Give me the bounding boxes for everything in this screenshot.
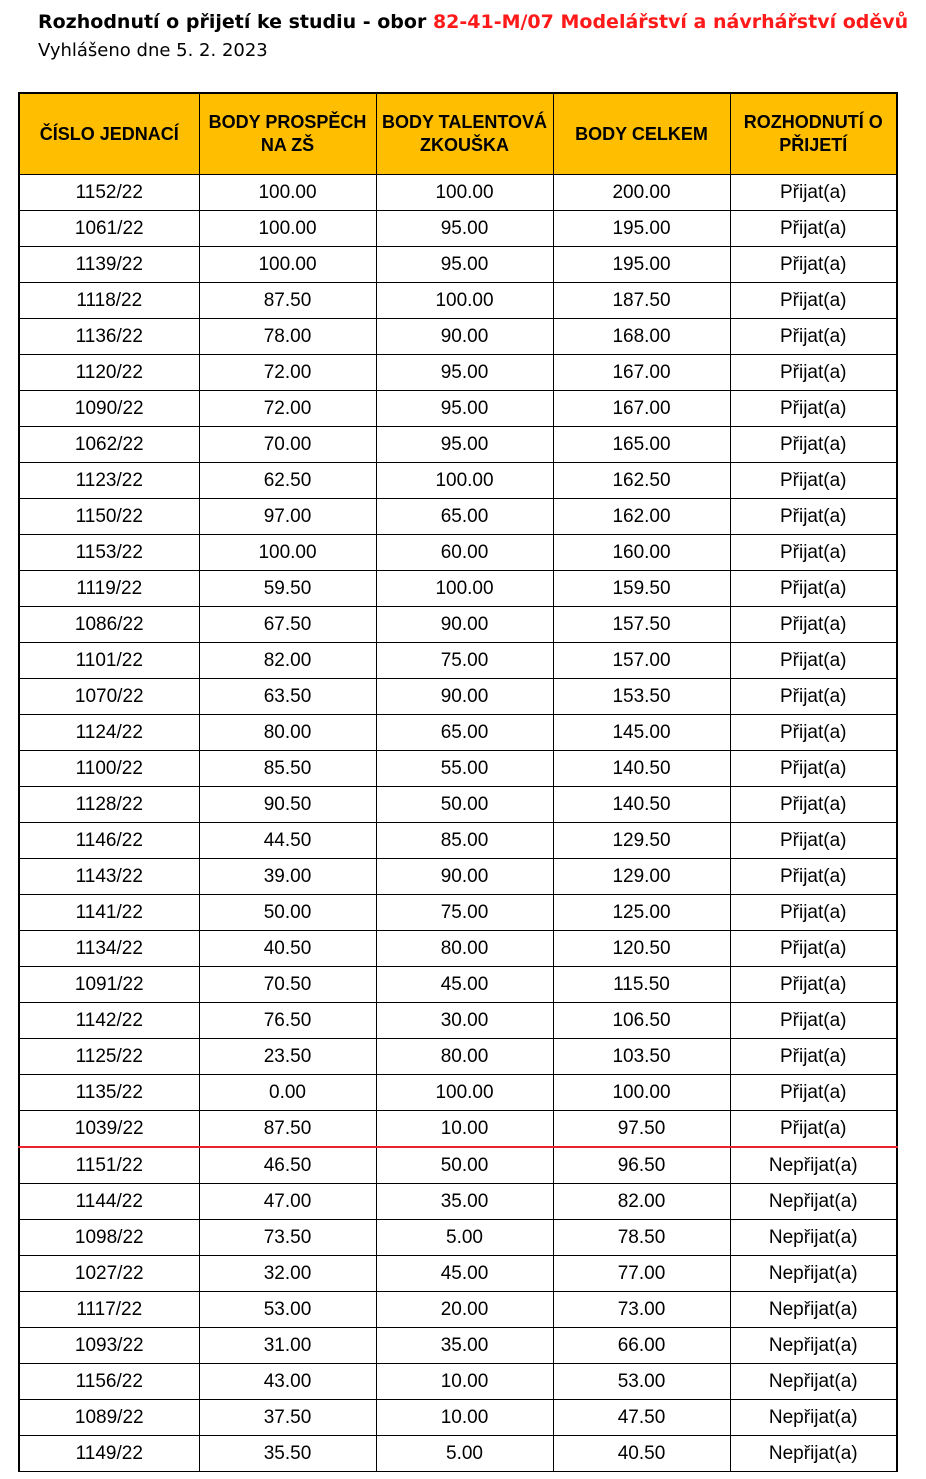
reference-number-cell: 1128/22 [19, 787, 199, 823]
decision-cell: Přijat(a) [730, 571, 897, 607]
total-points-cell: 100.00 [553, 1075, 730, 1111]
total-points-cell: 167.00 [553, 355, 730, 391]
school-points-cell: 47.00 [199, 1184, 376, 1220]
total-points-cell: 187.50 [553, 283, 730, 319]
school-points-cell: 62.50 [199, 463, 376, 499]
decision-cell: Přijat(a) [730, 247, 897, 283]
reference-number-cell: 1125/22 [19, 1039, 199, 1075]
school-points-cell: 97.00 [199, 499, 376, 535]
table-row [19, 967, 897, 1003]
total-points-cell: 162.50 [553, 463, 730, 499]
total-points-cell: 165.00 [553, 427, 730, 463]
decision-cell: Přijat(a) [730, 679, 897, 715]
decision-cell: Přijat(a) [730, 967, 897, 1003]
table-row [19, 1220, 897, 1256]
school-points-cell: 90.50 [199, 787, 376, 823]
total-points-cell: 103.50 [553, 1039, 730, 1075]
reference-number-cell: 1100/22 [19, 751, 199, 787]
decision-cell: Nepřijat(a) [730, 1184, 897, 1220]
reference-number-cell: 1123/22 [19, 463, 199, 499]
table-row [19, 1075, 897, 1111]
reference-number-cell: 1149/22 [19, 1436, 199, 1472]
school-points-cell: 35.50 [199, 1436, 376, 1472]
school-points-cell: 80.00 [199, 715, 376, 751]
reference-number-cell: 1093/22 [19, 1328, 199, 1364]
school-points-cell: 100.00 [199, 247, 376, 283]
decision-cell: Přijat(a) [730, 535, 897, 571]
talent-exam-points-cell: 35.00 [376, 1328, 553, 1364]
total-points-cell: 47.50 [553, 1400, 730, 1436]
talent-exam-points-cell: 5.00 [376, 1436, 553, 1472]
total-points-cell: 77.00 [553, 1256, 730, 1292]
school-points-cell: 50.00 [199, 895, 376, 931]
decision-cell: Přijat(a) [730, 1075, 897, 1111]
school-points-cell: 44.50 [199, 823, 376, 859]
decision-cell: Přijat(a) [730, 283, 897, 319]
document-title [38, 8, 908, 36]
title-prefix: Rozhodnutí o přijetí ke studiu - obor [38, 11, 433, 33]
total-points-cell: 125.00 [553, 895, 730, 931]
school-points-cell: 72.00 [199, 355, 376, 391]
table-row [19, 463, 897, 499]
column-header-talent-exam-points: BODY TALENTOVÁ ZKOUŠKA [376, 93, 553, 175]
table-row [19, 283, 897, 319]
reference-number-cell: 1120/22 [19, 355, 199, 391]
table-row [19, 535, 897, 571]
table-row [19, 1400, 897, 1436]
talent-exam-points-cell: 95.00 [376, 247, 553, 283]
total-points-cell: 162.00 [553, 499, 730, 535]
reference-number-cell: 1141/22 [19, 895, 199, 931]
decision-cell: Přijat(a) [730, 463, 897, 499]
school-points-cell: 72.00 [199, 391, 376, 427]
table-row [19, 679, 897, 715]
reference-number-cell: 1101/22 [19, 643, 199, 679]
reference-number-cell: 1136/22 [19, 319, 199, 355]
talent-exam-points-cell: 75.00 [376, 895, 553, 931]
school-points-cell: 76.50 [199, 1003, 376, 1039]
total-points-cell: 53.00 [553, 1364, 730, 1400]
talent-exam-points-cell: 100.00 [376, 1075, 553, 1111]
talent-exam-points-cell: 50.00 [376, 1147, 553, 1184]
total-points-cell: 40.50 [553, 1436, 730, 1472]
reference-number-cell: 1153/22 [19, 535, 199, 571]
talent-exam-points-cell: 30.00 [376, 1003, 553, 1039]
reference-number-cell: 1090/22 [19, 391, 199, 427]
total-points-cell: 153.50 [553, 679, 730, 715]
table-row [19, 607, 897, 643]
reference-number-cell: 1124/22 [19, 715, 199, 751]
table-row [19, 1436, 897, 1472]
reference-number-cell: 1151/22 [19, 1147, 199, 1184]
talent-exam-points-cell: 80.00 [376, 1039, 553, 1075]
total-points-cell: 200.00 [553, 175, 730, 211]
total-points-cell: 78.50 [553, 1220, 730, 1256]
school-points-cell: 100.00 [199, 175, 376, 211]
table-row [19, 1292, 897, 1328]
table-row [19, 355, 897, 391]
total-points-cell: 195.00 [553, 211, 730, 247]
total-points-cell: 82.00 [553, 1184, 730, 1220]
talent-exam-points-cell: 10.00 [376, 1111, 553, 1148]
talent-exam-points-cell: 20.00 [376, 1292, 553, 1328]
table-body [19, 175, 897, 1472]
school-points-cell: 31.00 [199, 1328, 376, 1364]
total-points-cell: 73.00 [553, 1292, 730, 1328]
school-points-cell: 23.50 [199, 1039, 376, 1075]
reference-number-cell: 1135/22 [19, 1075, 199, 1111]
total-points-cell: 97.50 [553, 1111, 730, 1148]
talent-exam-points-cell: 45.00 [376, 1256, 553, 1292]
total-points-cell: 96.50 [553, 1147, 730, 1184]
reference-number-cell: 1152/22 [19, 175, 199, 211]
decision-cell: Nepřijat(a) [730, 1220, 897, 1256]
decision-cell: Přijat(a) [730, 499, 897, 535]
column-header-admission-decision: ROZHODNUTÍ O PŘIJETÍ [730, 93, 897, 175]
table-row [19, 823, 897, 859]
talent-exam-points-cell: 5.00 [376, 1220, 553, 1256]
table-row [19, 1039, 897, 1075]
reference-number-cell: 1091/22 [19, 967, 199, 1003]
reference-number-cell: 1139/22 [19, 247, 199, 283]
decision-cell: Přijat(a) [730, 427, 897, 463]
reference-number-cell: 1146/22 [19, 823, 199, 859]
decision-cell: Přijat(a) [730, 787, 897, 823]
school-points-cell: 63.50 [199, 679, 376, 715]
school-points-cell: 39.00 [199, 859, 376, 895]
decision-cell: Přijat(a) [730, 355, 897, 391]
table-row [19, 211, 897, 247]
table-row [19, 247, 897, 283]
reference-number-cell: 1156/22 [19, 1364, 199, 1400]
decision-cell: Přijat(a) [730, 607, 897, 643]
school-points-cell: 70.00 [199, 427, 376, 463]
school-points-cell: 100.00 [199, 535, 376, 571]
decision-cell: Přijat(a) [730, 895, 897, 931]
table-row [19, 1364, 897, 1400]
total-points-cell: 115.50 [553, 967, 730, 1003]
talent-exam-points-cell: 85.00 [376, 823, 553, 859]
decision-cell: Přijat(a) [730, 643, 897, 679]
admission-results-table [18, 92, 898, 1472]
talent-exam-points-cell: 100.00 [376, 463, 553, 499]
total-points-cell: 66.00 [553, 1328, 730, 1364]
column-header-school-points: BODY PROSPĚCH NA ZŠ [199, 93, 376, 175]
reference-number-cell: 1039/22 [19, 1111, 199, 1148]
table-row [19, 175, 897, 211]
decision-cell: Nepřijat(a) [730, 1436, 897, 1472]
reference-number-cell: 1144/22 [19, 1184, 199, 1220]
school-points-cell: 0.00 [199, 1075, 376, 1111]
talent-exam-points-cell: 95.00 [376, 355, 553, 391]
decision-cell: Přijat(a) [730, 823, 897, 859]
table-row [19, 643, 897, 679]
talent-exam-points-cell: 50.00 [376, 787, 553, 823]
talent-exam-points-cell: 95.00 [376, 427, 553, 463]
decision-cell: Nepřijat(a) [730, 1400, 897, 1436]
table-row [19, 1256, 897, 1292]
school-points-cell: 100.00 [199, 211, 376, 247]
reference-number-cell: 1119/22 [19, 571, 199, 607]
decision-cell: Přijat(a) [730, 751, 897, 787]
talent-exam-points-cell: 90.00 [376, 607, 553, 643]
school-points-cell: 37.50 [199, 1400, 376, 1436]
school-points-cell: 73.50 [199, 1220, 376, 1256]
school-points-cell: 32.00 [199, 1256, 376, 1292]
column-header-total-points: BODY CELKEM [553, 93, 730, 175]
table-header-row [19, 93, 897, 175]
total-points-cell: 159.50 [553, 571, 730, 607]
total-points-cell: 120.50 [553, 931, 730, 967]
document-header [38, 8, 908, 66]
table-row [19, 319, 897, 355]
school-points-cell: 82.00 [199, 643, 376, 679]
decision-cell: Přijat(a) [730, 391, 897, 427]
table-row [19, 787, 897, 823]
decision-cell: Přijat(a) [730, 1003, 897, 1039]
table-row [19, 751, 897, 787]
talent-exam-points-cell: 95.00 [376, 391, 553, 427]
column-header-reference-number: ČÍSLO JEDNACÍ [19, 93, 199, 175]
reference-number-cell: 1089/22 [19, 1400, 199, 1436]
talent-exam-points-cell: 60.00 [376, 535, 553, 571]
total-points-cell: 157.00 [553, 643, 730, 679]
decision-cell: Přijat(a) [730, 1039, 897, 1075]
talent-exam-points-cell: 65.00 [376, 499, 553, 535]
table-row [19, 1147, 897, 1184]
reference-number-cell: 1150/22 [19, 499, 199, 535]
talent-exam-points-cell: 90.00 [376, 679, 553, 715]
reference-number-cell: 1070/22 [19, 679, 199, 715]
decision-cell: Nepřijat(a) [730, 1256, 897, 1292]
table-row [19, 391, 897, 427]
total-points-cell: 168.00 [553, 319, 730, 355]
reference-number-cell: 1134/22 [19, 931, 199, 967]
reference-number-cell: 1061/22 [19, 211, 199, 247]
decision-cell: Přijat(a) [730, 211, 897, 247]
talent-exam-points-cell: 10.00 [376, 1364, 553, 1400]
talent-exam-points-cell: 75.00 [376, 643, 553, 679]
total-points-cell: 167.00 [553, 391, 730, 427]
field-of-study: 82-41-M/07 Modelářství a návrhářství oděvů [432, 11, 909, 33]
decision-cell: Nepřijat(a) [730, 1292, 897, 1328]
reference-number-cell: 1142/22 [19, 1003, 199, 1039]
talent-exam-points-cell: 65.00 [376, 715, 553, 751]
school-points-cell: 53.00 [199, 1292, 376, 1328]
table-row [19, 1328, 897, 1364]
table-row [19, 931, 897, 967]
total-points-cell: 160.00 [553, 535, 730, 571]
talent-exam-points-cell: 95.00 [376, 211, 553, 247]
decision-cell: Nepřijat(a) [730, 1364, 897, 1400]
talent-exam-points-cell: 55.00 [376, 751, 553, 787]
table-row [19, 499, 897, 535]
school-points-cell: 46.50 [199, 1147, 376, 1184]
decision-cell: Přijat(a) [730, 319, 897, 355]
school-points-cell: 85.50 [199, 751, 376, 787]
total-points-cell: 140.50 [553, 787, 730, 823]
school-points-cell: 59.50 [199, 571, 376, 607]
decision-cell: Nepřijat(a) [730, 1147, 897, 1184]
table-row [19, 1111, 897, 1148]
school-points-cell: 87.50 [199, 283, 376, 319]
talent-exam-points-cell: 90.00 [376, 319, 553, 355]
talent-exam-points-cell: 90.00 [376, 859, 553, 895]
reference-number-cell: 1117/22 [19, 1292, 199, 1328]
total-points-cell: 129.50 [553, 823, 730, 859]
total-points-cell: 145.00 [553, 715, 730, 751]
decision-cell: Přijat(a) [730, 859, 897, 895]
talent-exam-points-cell: 35.00 [376, 1184, 553, 1220]
total-points-cell: 157.50 [553, 607, 730, 643]
table-row [19, 859, 897, 895]
total-points-cell: 140.50 [553, 751, 730, 787]
table-row [19, 715, 897, 751]
decision-cell: Přijat(a) [730, 175, 897, 211]
total-points-cell: 195.00 [553, 247, 730, 283]
reference-number-cell: 1062/22 [19, 427, 199, 463]
decision-cell: Nepřijat(a) [730, 1328, 897, 1364]
table-row [19, 1184, 897, 1220]
decision-cell: Přijat(a) [730, 715, 897, 751]
reference-number-cell: 1086/22 [19, 607, 199, 643]
announcement-date: Vyhlášeno dne 5. 2. 2023 [38, 40, 268, 61]
talent-exam-points-cell: 80.00 [376, 931, 553, 967]
talent-exam-points-cell: 100.00 [376, 175, 553, 211]
decision-cell: Přijat(a) [730, 1111, 897, 1148]
reference-number-cell: 1118/22 [19, 283, 199, 319]
reference-number-cell: 1143/22 [19, 859, 199, 895]
total-points-cell: 106.50 [553, 1003, 730, 1039]
talent-exam-points-cell: 100.00 [376, 283, 553, 319]
talent-exam-points-cell: 10.00 [376, 1400, 553, 1436]
total-points-cell: 129.00 [553, 859, 730, 895]
table-row [19, 571, 897, 607]
school-points-cell: 43.00 [199, 1364, 376, 1400]
talent-exam-points-cell: 45.00 [376, 967, 553, 1003]
table-row [19, 427, 897, 463]
reference-number-cell: 1098/22 [19, 1220, 199, 1256]
school-points-cell: 70.50 [199, 967, 376, 1003]
school-points-cell: 67.50 [199, 607, 376, 643]
school-points-cell: 40.50 [199, 931, 376, 967]
reference-number-cell: 1027/22 [19, 1256, 199, 1292]
school-points-cell: 78.00 [199, 319, 376, 355]
table-row [19, 895, 897, 931]
school-points-cell: 87.50 [199, 1111, 376, 1148]
table-row [19, 1003, 897, 1039]
decision-cell: Přijat(a) [730, 931, 897, 967]
talent-exam-points-cell: 100.00 [376, 571, 553, 607]
